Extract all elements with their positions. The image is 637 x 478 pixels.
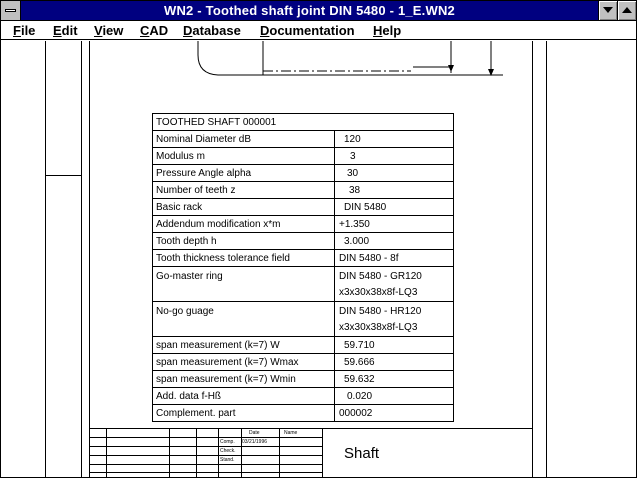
spec-value: DIN 5480 bbox=[335, 199, 454, 216]
spec-label: Tooth thickness tolerance field bbox=[153, 250, 335, 267]
table-row bbox=[153, 337, 454, 354]
spec-label: Addendum modification x*m bbox=[153, 216, 335, 233]
table-row bbox=[153, 388, 454, 405]
spec-value: 59.632 bbox=[335, 371, 454, 388]
table-row bbox=[153, 233, 454, 250]
spec-label: Modulus m bbox=[153, 148, 335, 165]
spec-label: Go-master ring bbox=[153, 267, 335, 302]
frame-line-right-border bbox=[532, 41, 533, 477]
spec-value: 000002 bbox=[335, 405, 454, 422]
frame-line-right-outer bbox=[546, 41, 547, 477]
menu-file-label: ile bbox=[20, 23, 36, 38]
frame-tick bbox=[45, 175, 81, 176]
spec-value-line1: DIN 5480 - GR120 bbox=[339, 271, 422, 282]
frame-line-left-outer bbox=[45, 41, 46, 477]
title-block-name-header: Name bbox=[284, 430, 298, 436]
spec-value bbox=[335, 302, 454, 337]
menu-bar bbox=[1, 21, 636, 40]
table-row bbox=[153, 165, 454, 182]
system-menu-icon bbox=[5, 9, 16, 12]
spec-value bbox=[335, 267, 454, 302]
menu-database-mnemonic: D bbox=[183, 23, 193, 38]
spec-value: 120 bbox=[335, 131, 454, 148]
title-block-comp-date: 03/21/1996 bbox=[242, 439, 268, 445]
menu-view[interactable] bbox=[94, 23, 123, 38]
menu-documentation-mnemonic: D bbox=[260, 23, 270, 38]
spec-value: 3.000 bbox=[335, 233, 454, 250]
title-bar[interactable] bbox=[1, 1, 636, 21]
drawing-canvas[interactable] bbox=[1, 41, 636, 477]
minimize-button[interactable] bbox=[598, 1, 617, 20]
menu-documentation[interactable] bbox=[260, 23, 355, 38]
spec-label: Tooth depth h bbox=[153, 233, 335, 250]
table-row bbox=[153, 199, 454, 216]
window-title: WN2 - Toothed shaft joint DIN 5480 - 1_E.WN2 bbox=[164, 3, 455, 18]
maximize-button[interactable] bbox=[617, 1, 636, 20]
spec-value-line1: DIN 5480 - HR120 bbox=[339, 306, 422, 317]
title-block-date-header: Date bbox=[249, 430, 260, 436]
spec-value: DIN 5480 - 8f bbox=[335, 250, 454, 267]
spec-value-line2: x3x30x38x8f-LQ3 bbox=[339, 322, 418, 333]
spec-table bbox=[152, 113, 454, 422]
spec-label: Nominal Diameter dB bbox=[153, 131, 335, 148]
menu-documentation-label: ocumentation bbox=[269, 23, 355, 38]
menu-help-mnemonic: H bbox=[373, 23, 383, 38]
menu-cad-label: AD bbox=[149, 23, 169, 38]
table-row bbox=[153, 354, 454, 371]
title-block-check-label: Check. bbox=[220, 448, 236, 454]
maximize-icon bbox=[622, 6, 633, 14]
table-row bbox=[153, 405, 454, 422]
title-block-stand-label: Stand. bbox=[220, 457, 235, 463]
minimize-icon bbox=[603, 6, 614, 14]
spec-header: TOOTHED SHAFT 000001 bbox=[153, 114, 454, 131]
table-row bbox=[153, 250, 454, 267]
spec-label: Add. data f-Hß bbox=[153, 388, 335, 405]
table-row bbox=[153, 148, 454, 165]
spec-value: 3 bbox=[335, 148, 454, 165]
menu-file-mnemonic: F bbox=[13, 23, 21, 38]
frame-line-left-inner bbox=[81, 41, 82, 477]
menu-view-mnemonic: V bbox=[94, 23, 103, 38]
menu-help[interactable] bbox=[373, 23, 401, 38]
menu-database[interactable] bbox=[183, 23, 241, 38]
menu-database-label: atabase bbox=[192, 23, 241, 38]
part-name: Shaft bbox=[344, 445, 380, 462]
spec-label: Number of teeth z bbox=[153, 182, 335, 199]
spec-label: span measurement (k=7) W bbox=[153, 337, 335, 354]
table-row bbox=[153, 182, 454, 199]
spec-value: 38 bbox=[335, 182, 454, 199]
table-row bbox=[153, 371, 454, 388]
spec-label: No-go guage bbox=[153, 302, 335, 337]
spec-label: Basic rack bbox=[153, 199, 335, 216]
spec-value-line2: x3x30x38x8f-LQ3 bbox=[339, 287, 418, 298]
spec-label: span measurement (k=7) Wmin bbox=[153, 371, 335, 388]
spec-header-row bbox=[153, 114, 454, 131]
system-menu-button[interactable] bbox=[1, 1, 21, 20]
table-row bbox=[153, 302, 454, 337]
spec-value: +1.350 bbox=[335, 216, 454, 233]
spec-value: 0.020 bbox=[335, 388, 454, 405]
title-block-grid bbox=[89, 429, 532, 477]
menu-edit-label: dit bbox=[61, 23, 78, 38]
spec-value: 59.710 bbox=[335, 337, 454, 354]
menu-edit-mnemonic: E bbox=[53, 23, 62, 38]
table-row bbox=[153, 216, 454, 233]
menu-help-label: elp bbox=[382, 23, 402, 38]
table-row bbox=[153, 131, 454, 148]
spec-value: 30 bbox=[335, 165, 454, 182]
title-block-comp-label: Comp. bbox=[220, 439, 235, 445]
spec-label: Pressure Angle alpha bbox=[153, 165, 335, 182]
frame-line-left-border bbox=[89, 41, 90, 477]
spec-value: 59.666 bbox=[335, 354, 454, 371]
menu-view-label: iew bbox=[102, 23, 124, 38]
spec-label: Complement. part bbox=[153, 405, 335, 422]
table-row bbox=[153, 267, 454, 302]
shaft-drawing bbox=[181, 41, 511, 86]
spec-label: span measurement (k=7) Wmax bbox=[153, 354, 335, 371]
menu-file[interactable] bbox=[13, 23, 35, 38]
menu-cad-mnemonic: C bbox=[140, 23, 150, 38]
menu-cad[interactable] bbox=[140, 23, 168, 38]
menu-edit[interactable] bbox=[53, 23, 78, 38]
title-block bbox=[89, 428, 532, 477]
